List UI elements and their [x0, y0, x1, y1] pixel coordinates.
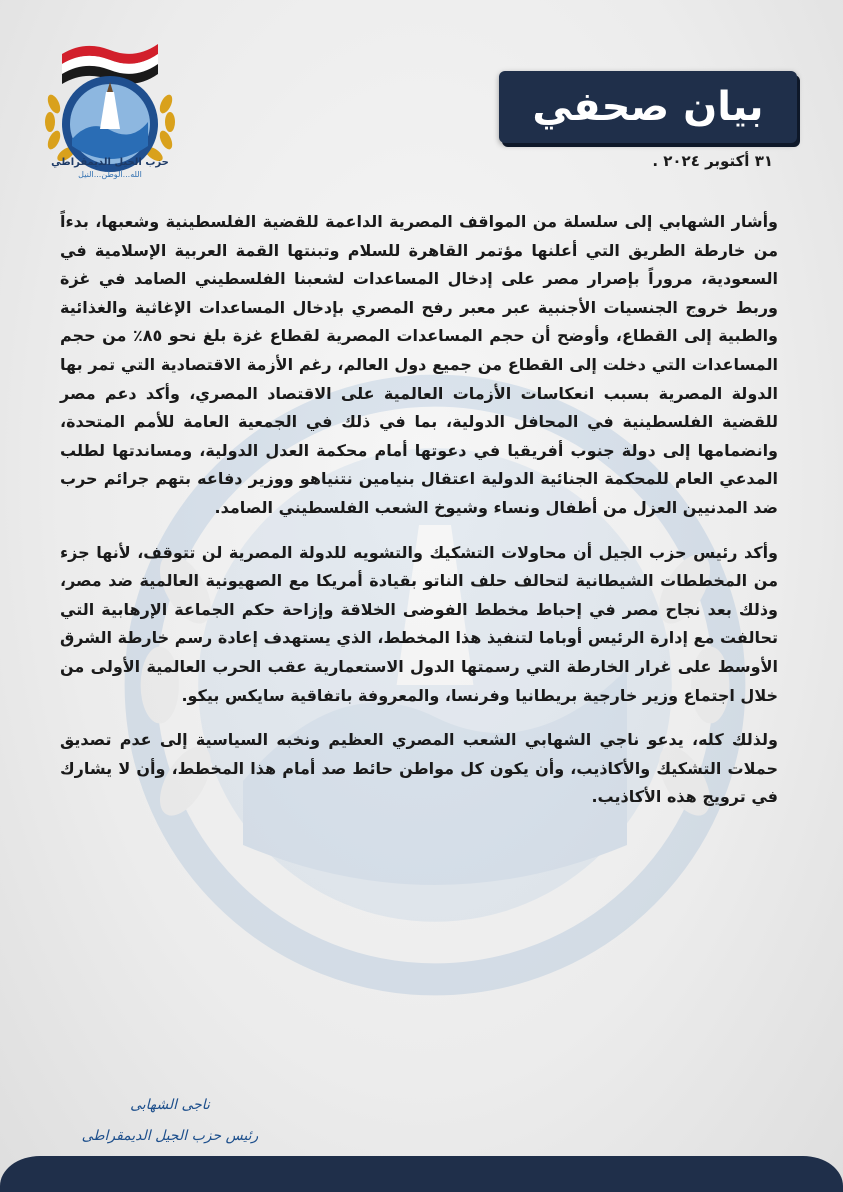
release-date: ٣١ أكتوبر ٢٠٢٤ .	[652, 152, 773, 170]
page-title: بيان صحفي	[532, 84, 764, 130]
paragraph-2: وأكد رئيس حزب الجيل أن محاولات التشكيك والتشويه للدولة المصرية لن تتوقف، لأنها جزء من المخططات الشيطانية لتحالف حلف الناتو بقيادة أمريكا مع الصهيونية العالمية ضد مصر، وذلك بعد نجاح مصر في إحباط مخطط الفوضى الخلاقة وإزاحة حكم الجماعة الإرهابية التي تحالفت مع إدارة الرئيس أوباما لتنفيذ هذا المخطط، الذي يستهدف إعادة رسم خارطة الشرق الأوسط على غرار الخارطة التي رسمتها الدول الاستعمارية عقب الحرب العالمية الأولى من خلال اجتماع وزير خارجية بريطانيا وفرنسا، والمعروفة باتفاقية سايكس بيكو.	[60, 542, 778, 705]
title-banner	[499, 71, 797, 143]
statement-body	[60, 208, 778, 828]
signature-name: ناجى الشهابى	[130, 1097, 210, 1113]
logo-party-name: حزب الجيل الديمقراطي	[51, 157, 169, 168]
footer-band	[0, 1156, 843, 1192]
signature-title: رئيس حزب الجيل الديمقراطى	[81, 1128, 259, 1144]
paragraph-1: وأشار الشهابي إلى سلسلة من المواقف المصرية الداعمة للقضية الفلسطينية وشعبها، بدءاً من خارطة الطريق التي أعلنها مؤتمر القاهرة للسلام وتبنتها القمة العربية الإسلامية في السعودية، مروراً بإصرار مصر على إدخال المساعدات لشعبنا الفلسطيني الصامد في غزة وربط خروج الجنسيات الأجنبية عبر معبر رفح المصري بإدخال المساعدات الإغاثية والغذائية والطبية إلى القطاع، وأوضح أن حجم المساعدات المصرية لقطاع غزة بلغ نحو ٨٥٪ من حجم المساعدات التي دخلت إلى القطاع من جميع دول العالم، رغم الأزمة الاقتصادية التي تمر بها الدولة المصرية بسبب انعكاسات الأزمات العالمية على الاقتصاد المصري، وأكد دعم مصر للقضية الفلسطينية في المحافل الدولية، بما في ذلك في الجمعية العامة للأمم المتحدة، وانضمامها إلى دولة جنوب أفريقيا في دعوتها أمام محكمة العدل الدولية، ومساندتها لطلب المدعي العام للمحكمة الجنائية الدولية اعتقال بنيامين نتنياهو ووزير دفاعه بتهم جرائم حرب ضد المدنيين العزل من أطفال ونساء وشيوخ الشعب الفلسطيني الصامد.	[60, 212, 779, 517]
logo-caption	[40, 156, 180, 180]
logo-motto: الله...الوطن...النيل	[78, 170, 142, 179]
paragraph-3: ولذلك كله، يدعو ناجي الشهابي الشعب المصري العظيم ونخبه السياسية إلى عدم تصديق حملات التشكيك والأكاذيب، وأن يكون كل مواطن حائط صد أمام هذا المخطط، وأن لا يشارك في ترويج هذه الأكاذيب.	[60, 730, 778, 807]
